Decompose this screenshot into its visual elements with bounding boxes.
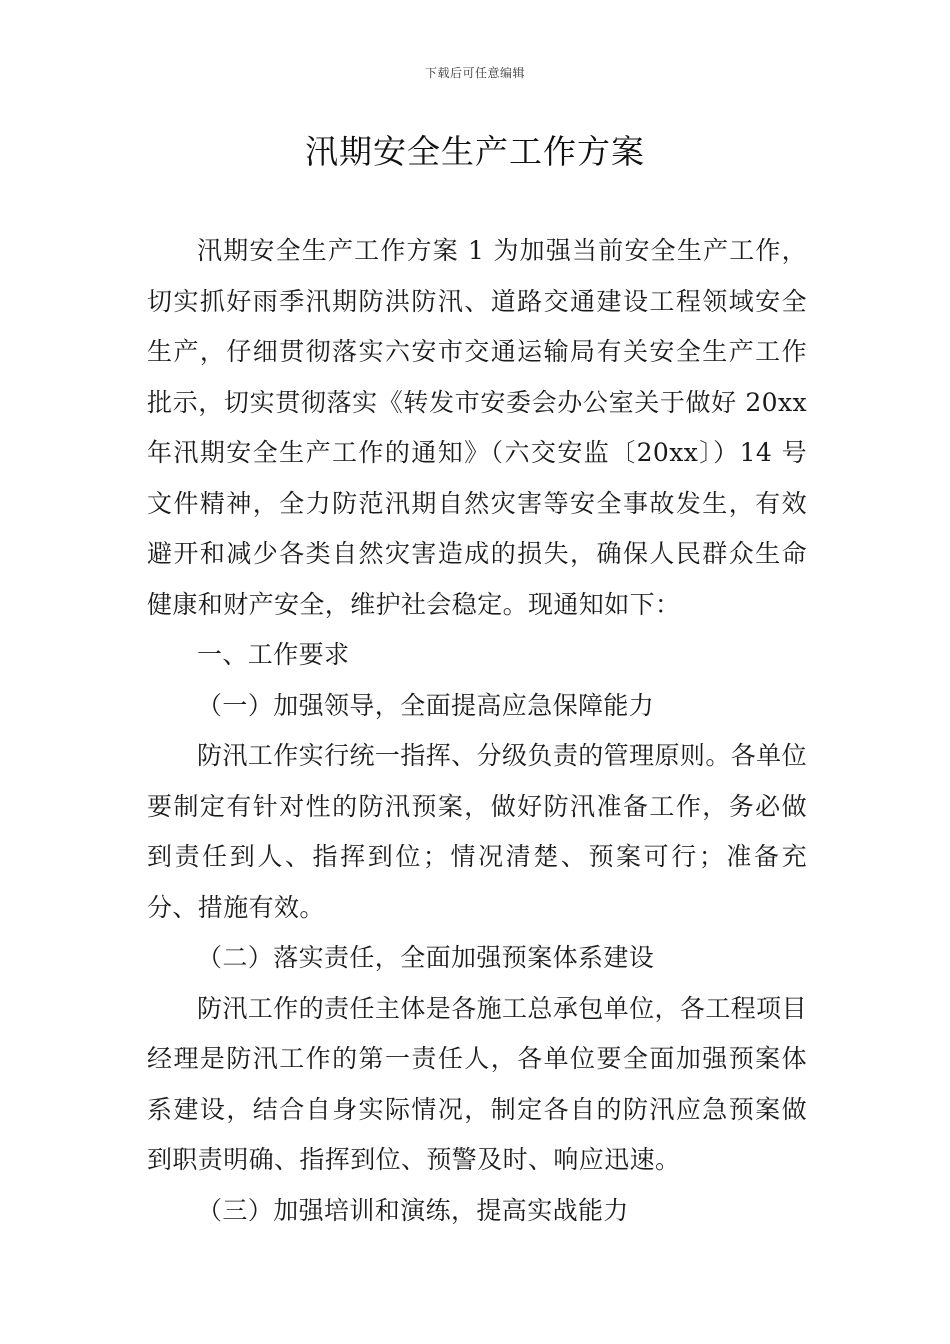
intro-paragraph: 汛期安全生产工作方案 1 为加强当前安全生产工作，切实抓好雨季汛期防洪防汛、道路交通建设工程领域安全生产，仔细贯彻落实六安市交通运输局有关安全生产工作批示，切实贯彻落实《转发市安委会办公室关于做好 20xx 年汛期安全生产工作的通知》（六交安监〔20xx〕）14 号文件精神，全力防范汛期自然灾害等安全事故发生，有效避开和减少各类自然灾害造成的损失，确保人民群众生命健康和财产安全，维护社会稳定。现通知如下： — [147, 236, 807, 619]
header-note: 下载后可任意编辑 — [424, 66, 525, 80]
body-paragraph-1: 防汛工作实行统一指挥、分级负责的管理原则。各单位要制定有针对性的防汛预案，做好防汛准备工作，务必做到责任到人、指挥到位；情况清楚、预案可行；准备充分、措施有效。 — [147, 741, 807, 922]
subsection-heading-2: （二）落实责任，全面加强预案体系建设 — [197, 943, 655, 972]
body-paragraph-2: 防汛工作的责任主体是各施工总承包单位，各工程项目经理是防汛工作的第一责任人，各单位要全面加强预案体系建设，结合自身实际情况，制定各自的防汛应急预案做到职责明确、指挥到位、预警及时、响应迅速。 — [147, 993, 807, 1174]
section-heading-work-requirements: 一、工作要求 — [197, 640, 350, 669]
document-title: 汛期安全生产工作方案 — [305, 132, 645, 171]
subsection-heading-1: （一）加强领导，全面提高应急保障能力 — [197, 690, 655, 720]
subsection-heading-3: （三）加强培训和演练，提高实战能力 — [197, 1195, 629, 1225]
document-body — [147, 226, 807, 1236]
